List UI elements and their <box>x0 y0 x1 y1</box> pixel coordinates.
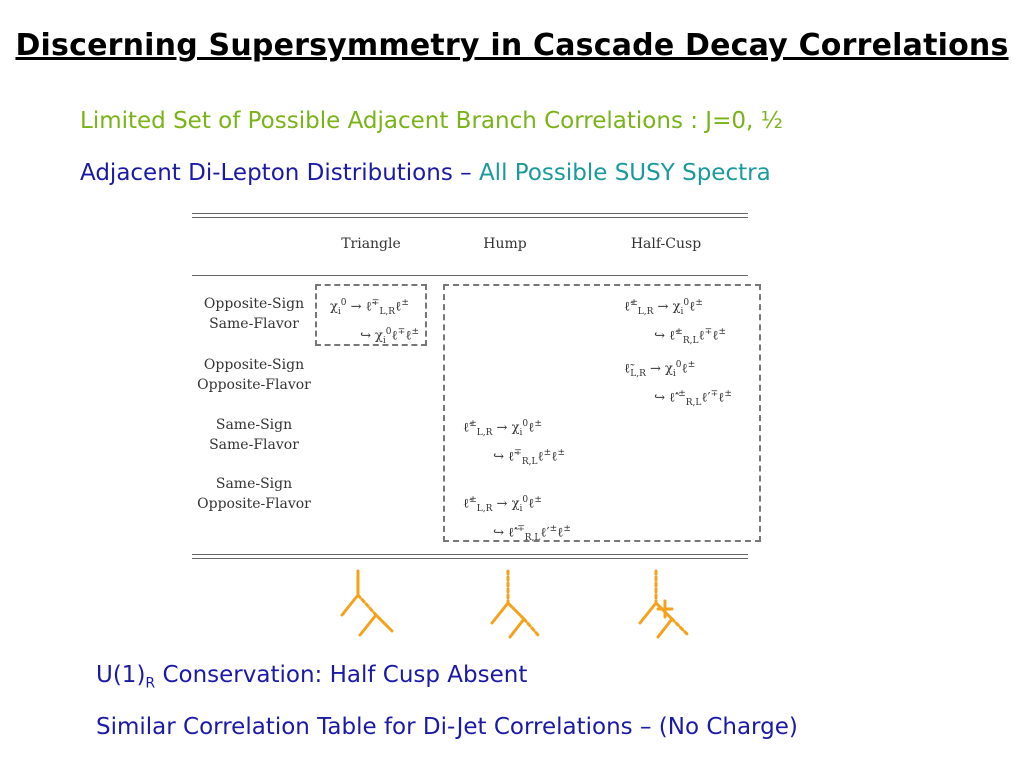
adjacent-branch-line: Limited Set of Possible Adjacent Branch Correlations : J=0, ½ <box>80 108 783 134</box>
row-label-line: Same-Flavor <box>209 316 299 332</box>
hump-decay-diagram <box>492 571 538 637</box>
decay-diagrams <box>330 565 710 640</box>
row-label-line: Opposite-Sign <box>203 296 305 312</box>
row-label-ss-sf <box>186 415 322 455</box>
u1r-suffix: Conservation: Half Cusp Absent <box>155 662 528 688</box>
table-bottom-rule-2 <box>192 558 748 559</box>
row-label-line: Same-Sign <box>215 476 293 492</box>
column-header-triangle: Triangle <box>341 236 401 252</box>
u1r-subscript: R <box>145 675 156 692</box>
half-cusp-decay-diagram <box>640 571 688 637</box>
formula-hump-ss-of: $\ell̃^\pm_{L,R}$ → $\chi_i^0\ell^\pm$ ↪ $\ell̃'^\mp_{R,L}\ell'^\pm\ell^\pm$ <box>463 495 571 543</box>
u1r-prefix: U(1) <box>96 662 146 688</box>
row-label-ss-of <box>186 474 322 514</box>
slide-title: Discerning Supersymmetry in Cascade Decay Correlations <box>15 28 1009 63</box>
dijet-correlation-line: Similar Correlation Table for Di-Jet Correlations – (No Charge) <box>96 714 798 740</box>
row-label-line: Opposite-Flavor <box>197 496 311 512</box>
formula-halfcusp-os-sf: $\ell̃^\pm_{L,R}$ → $\chi_i^0\ell^\pm$ ↪ $\ell̃^\pm_{R,L}\ell^\mp\ell^\pm$ <box>624 298 726 346</box>
row-label-line: Opposite-Sign <box>203 357 305 373</box>
column-header-half-cusp: Half-Cusp <box>630 236 702 252</box>
u1r-conservation-line <box>96 662 527 692</box>
dilepton-line <box>80 160 771 186</box>
table-header-rule <box>192 275 748 276</box>
row-label-line: Opposite-Flavor <box>197 377 311 393</box>
column-header-hump: Hump <box>483 236 527 252</box>
table-top-rule-2 <box>192 217 748 218</box>
formula-hump-ss-sf: $\ell̃^\pm_{L,R}$ → $\chi_i^0\ell^\pm$ ↪ $\ell̃^\mp_{R,L}\ell^\pm\ell^\pm$ <box>463 419 565 467</box>
triangle-decay-diagram <box>342 571 392 635</box>
dilepton-line-part2: All Possible SUSY Spectra <box>471 160 771 186</box>
formula-halfcusp-os-of: $\ell̃_{L,R}$ → $\chi_i^0\ell^\pm$ ↪ $\ell̃'^\pm_{R,L}\ell'^\mp\ell^\pm$ <box>624 360 732 408</box>
formula-triangle-os-sf: $\chi_i^0$ → $\ell̃^\mp_{L,R}\ell^\pm$ ↪ $\chi_i^0\ell^\mp\ell^\pm$ <box>330 298 420 346</box>
row-label-os-sf <box>186 294 322 334</box>
row-label-os-of <box>186 355 322 395</box>
row-label-line: Same-Flavor <box>209 437 299 453</box>
table-top-rule-1 <box>192 213 748 214</box>
dilepton-line-part1: Adjacent Di-Lepton Distributions – <box>80 160 472 186</box>
table-bottom-rule-1 <box>192 554 748 555</box>
row-label-line: Same-Sign <box>215 417 293 433</box>
